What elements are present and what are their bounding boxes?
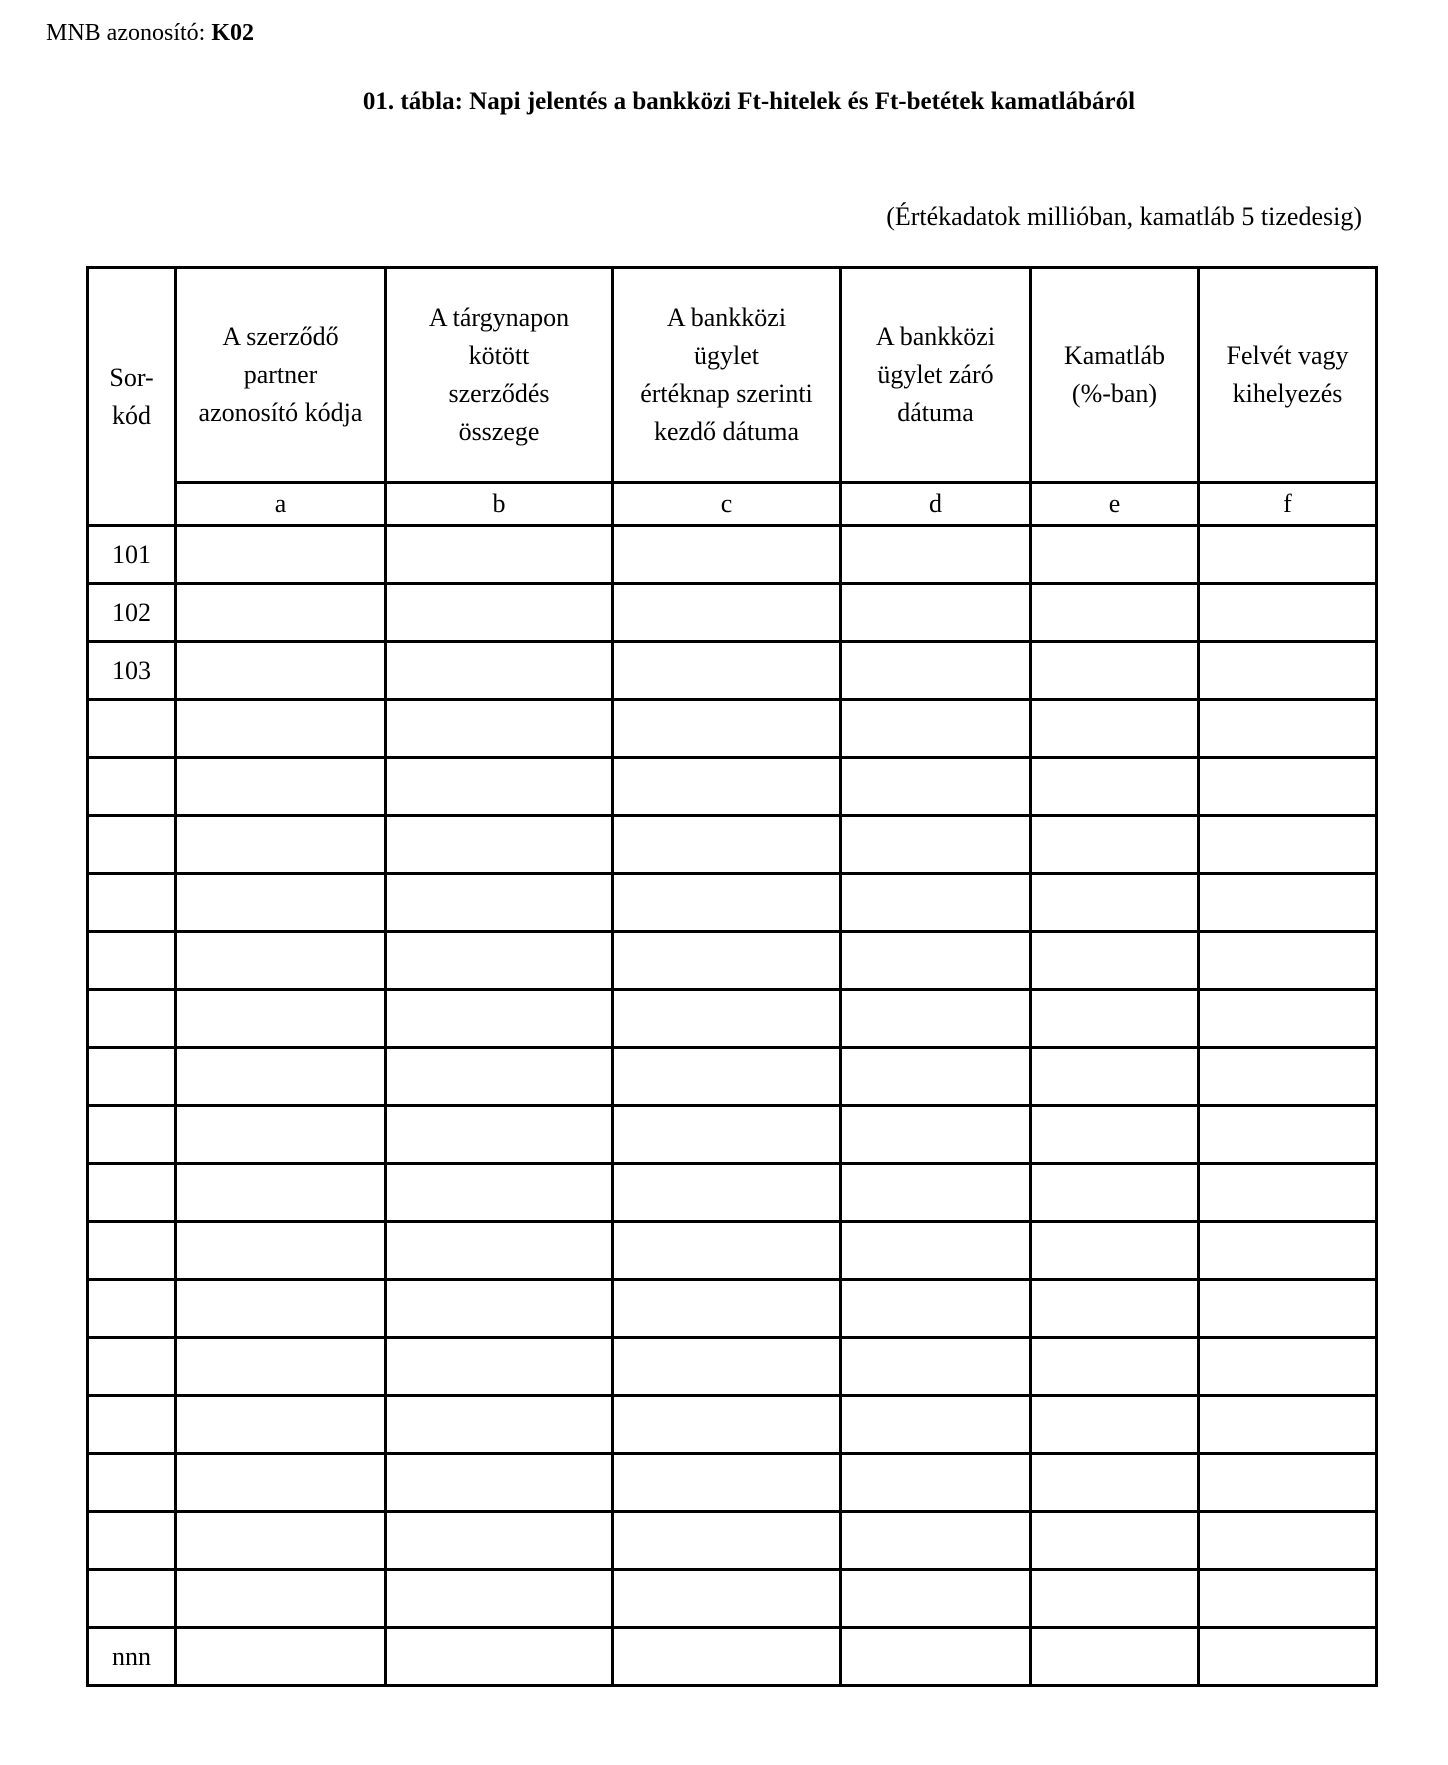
- header-line: A bankközi: [875, 322, 996, 351]
- data-cell-c[interactable]: [613, 990, 841, 1048]
- data-cell-f[interactable]: [1199, 1222, 1377, 1280]
- row-code-cell: 102: [88, 584, 176, 642]
- data-cell-b[interactable]: [386, 526, 613, 584]
- data-cell-a[interactable]: [176, 1280, 386, 1338]
- data-cell-c[interactable]: [613, 1512, 841, 1570]
- column-letter-c: c: [613, 483, 841, 526]
- data-cell-f[interactable]: [1199, 584, 1377, 642]
- data-cell-a[interactable]: [176, 1048, 386, 1106]
- data-cell-e[interactable]: [1031, 1512, 1199, 1570]
- data-cell-e[interactable]: [1031, 1106, 1199, 1164]
- data-cell-b[interactable]: [386, 700, 613, 758]
- row-code-header-line: kód: [112, 400, 151, 430]
- data-cell-f[interactable]: [1199, 1106, 1377, 1164]
- data-cell-d[interactable]: [841, 526, 1031, 584]
- data-cell-a[interactable]: [176, 1222, 386, 1280]
- data-cell-f[interactable]: [1199, 642, 1377, 700]
- data-cell-c[interactable]: [613, 1338, 841, 1396]
- row-code-cell: [88, 1512, 176, 1570]
- data-cell-e[interactable]: [1031, 1164, 1199, 1222]
- table-row: [88, 642, 1377, 700]
- data-cell-d[interactable]: [841, 1570, 1031, 1628]
- header-line: A bankközi: [666, 303, 787, 332]
- column-header-f: [1199, 268, 1377, 483]
- data-cell-f[interactable]: [1199, 1628, 1377, 1686]
- data-cell-a[interactable]: [176, 874, 386, 932]
- data-cell-e[interactable]: [1031, 584, 1199, 642]
- data-cell-b[interactable]: [386, 1512, 613, 1570]
- data-cell-f[interactable]: [1199, 874, 1377, 932]
- row-code-cell: [88, 1048, 176, 1106]
- data-cell-e[interactable]: [1031, 526, 1199, 584]
- data-cell-e[interactable]: [1031, 1222, 1199, 1280]
- data-cell-a[interactable]: [176, 1570, 386, 1628]
- data-cell-a[interactable]: [176, 642, 386, 700]
- header-line: Kamatláb: [1063, 341, 1166, 370]
- header-line: kihelyezés: [1232, 379, 1343, 408]
- data-cell-e[interactable]: [1031, 700, 1199, 758]
- column-letter-a: a: [176, 483, 386, 526]
- data-cell-d[interactable]: [841, 1106, 1031, 1164]
- mnb-identifier: [46, 20, 254, 47]
- header-line: azonosító kódja: [198, 398, 363, 427]
- data-cell-b[interactable]: [386, 1106, 613, 1164]
- data-cell-b[interactable]: [386, 584, 613, 642]
- data-cell-b[interactable]: [386, 758, 613, 816]
- data-cell-d[interactable]: [841, 1048, 1031, 1106]
- table-row: [88, 584, 1377, 642]
- table-row: [88, 758, 1377, 816]
- data-cell-c[interactable]: [613, 642, 841, 700]
- data-cell-b[interactable]: [386, 816, 613, 874]
- table-row: [88, 526, 1377, 584]
- data-cell-c[interactable]: [613, 1570, 841, 1628]
- data-cell-c[interactable]: [613, 1628, 841, 1686]
- data-cell-e[interactable]: [1031, 642, 1199, 700]
- data-cell-c[interactable]: [613, 816, 841, 874]
- data-cell-e[interactable]: [1031, 1570, 1199, 1628]
- data-cell-a[interactable]: [176, 1396, 386, 1454]
- mnb-code: K02: [211, 20, 254, 46]
- column-letter-row: [88, 483, 1377, 526]
- data-cell-d[interactable]: [841, 1338, 1031, 1396]
- header-line: ügylet záró: [877, 360, 994, 389]
- table-title: 01. tábla: Napi jelentés a bankközi Ft-hitelek és Ft-betétek kamatlábáról: [362, 88, 1136, 115]
- data-cell-b[interactable]: [386, 932, 613, 990]
- data-cell-b[interactable]: [386, 1338, 613, 1396]
- header-line: ügylet: [694, 341, 759, 370]
- row-code-cell: [88, 1338, 176, 1396]
- column-header-a: [176, 268, 386, 483]
- row-code-cell: [88, 1570, 176, 1628]
- header-line: (%-ban): [1071, 379, 1158, 408]
- data-cell-f[interactable]: [1199, 990, 1377, 1048]
- data-cell-e[interactable]: [1031, 758, 1199, 816]
- data-cell-a[interactable]: [176, 1512, 386, 1570]
- data-cell-a[interactable]: [176, 816, 386, 874]
- mnb-label: MNB azonosító:: [46, 20, 206, 46]
- header-line: kezdő dátuma: [653, 417, 800, 446]
- data-cell-d[interactable]: [841, 1396, 1031, 1454]
- header-line: kötött: [468, 341, 530, 370]
- header-line: A szerződő: [222, 322, 339, 351]
- row-code-header: [88, 268, 176, 526]
- data-cell-d[interactable]: [841, 1628, 1031, 1686]
- data-cell-b[interactable]: [386, 1164, 613, 1222]
- table-row: [88, 1280, 1377, 1338]
- data-cell-d[interactable]: [841, 932, 1031, 990]
- table-row: [88, 1628, 1377, 1686]
- data-cell-c[interactable]: [613, 758, 841, 816]
- row-code-cell: [88, 700, 176, 758]
- data-cell-a[interactable]: [176, 1106, 386, 1164]
- data-cell-b[interactable]: [386, 874, 613, 932]
- row-code-cell: [88, 990, 176, 1048]
- table-row: [88, 1338, 1377, 1396]
- table-body: [88, 526, 1377, 1686]
- data-cell-d[interactable]: [841, 758, 1031, 816]
- units-note: (Értékadatok millióban, kamatláb 5 tizedesig): [886, 202, 1362, 231]
- column-header-d: [841, 268, 1031, 483]
- data-cell-d[interactable]: [841, 584, 1031, 642]
- data-cell-f[interactable]: [1199, 816, 1377, 874]
- data-cell-f[interactable]: [1199, 1280, 1377, 1338]
- row-code-cell: [88, 1222, 176, 1280]
- data-cell-f[interactable]: [1199, 700, 1377, 758]
- data-cell-c[interactable]: [613, 1164, 841, 1222]
- data-cell-b[interactable]: [386, 1454, 613, 1512]
- data-cell-e[interactable]: [1031, 1628, 1199, 1686]
- data-cell-b[interactable]: [386, 1628, 613, 1686]
- data-cell-a[interactable]: [176, 758, 386, 816]
- row-code-cell: 101: [88, 526, 176, 584]
- row-code-cell: [88, 1280, 176, 1338]
- data-cell-d[interactable]: [841, 990, 1031, 1048]
- data-cell-f[interactable]: [1199, 526, 1377, 584]
- column-letter-f: f: [1199, 483, 1377, 526]
- data-cell-b[interactable]: [386, 1280, 613, 1338]
- data-cell-c[interactable]: [613, 932, 841, 990]
- row-code-cell: [88, 874, 176, 932]
- data-cell-e[interactable]: [1031, 1454, 1199, 1512]
- table-row: [88, 1048, 1377, 1106]
- data-cell-f[interactable]: [1199, 1164, 1377, 1222]
- column-letter-e: e: [1031, 483, 1199, 526]
- header-line: dátuma: [897, 398, 974, 427]
- data-cell-d[interactable]: [841, 700, 1031, 758]
- data-cell-d[interactable]: [841, 1454, 1031, 1512]
- data-cell-b[interactable]: [386, 1570, 613, 1628]
- data-cell-d[interactable]: [841, 1280, 1031, 1338]
- column-header-e: [1031, 268, 1199, 483]
- header-line: összege: [458, 417, 540, 446]
- row-code-cell: [88, 1164, 176, 1222]
- row-code-cell: [88, 816, 176, 874]
- data-cell-c[interactable]: [613, 1222, 841, 1280]
- data-cell-b[interactable]: [386, 1222, 613, 1280]
- data-cell-d[interactable]: [841, 1222, 1031, 1280]
- header-line: értéknap szerinti: [640, 379, 813, 408]
- data-cell-d[interactable]: [841, 874, 1031, 932]
- data-cell-f[interactable]: [1199, 1454, 1377, 1512]
- table-row: [88, 1106, 1377, 1164]
- column-header-c: [613, 268, 841, 483]
- data-cell-a[interactable]: [176, 1454, 386, 1512]
- data-cell-e[interactable]: [1031, 932, 1199, 990]
- data-cell-c[interactable]: [613, 584, 841, 642]
- row-code-header-line: Sor-: [109, 362, 154, 392]
- data-cell-a[interactable]: [176, 932, 386, 990]
- data-cell-f[interactable]: [1199, 932, 1377, 990]
- data-cell-f[interactable]: [1199, 1338, 1377, 1396]
- data-cell-f[interactable]: [1199, 1512, 1377, 1570]
- header-line: partner: [243, 360, 318, 389]
- data-cell-a[interactable]: [176, 700, 386, 758]
- data-cell-c[interactable]: [613, 526, 841, 584]
- row-code-cell: [88, 932, 176, 990]
- data-cell-b[interactable]: [386, 1048, 613, 1106]
- table-row: [88, 1512, 1377, 1570]
- column-header-row: [88, 268, 1377, 483]
- data-cell-f[interactable]: [1199, 1570, 1377, 1628]
- row-code-cell: [88, 758, 176, 816]
- table-row: [88, 700, 1377, 758]
- data-cell-e[interactable]: [1031, 990, 1199, 1048]
- data-cell-f[interactable]: [1199, 1396, 1377, 1454]
- data-cell-e[interactable]: [1031, 874, 1199, 932]
- column-letter-d: d: [841, 483, 1031, 526]
- header-line: szerződés: [448, 379, 550, 408]
- report-table: [86, 266, 1378, 1687]
- data-cell-b[interactable]: [386, 642, 613, 700]
- row-code-cell: [88, 1396, 176, 1454]
- data-cell-b[interactable]: [386, 1396, 613, 1454]
- data-cell-d[interactable]: [841, 1164, 1031, 1222]
- data-cell-c[interactable]: [613, 1106, 841, 1164]
- data-cell-c[interactable]: [613, 1280, 841, 1338]
- data-cell-a[interactable]: [176, 990, 386, 1048]
- data-cell-b[interactable]: [386, 990, 613, 1048]
- row-code-cell: [88, 1454, 176, 1512]
- data-cell-c[interactable]: [613, 700, 841, 758]
- row-code-cell: nnn: [88, 1628, 176, 1686]
- data-cell-e[interactable]: [1031, 1048, 1199, 1106]
- data-cell-a[interactable]: [176, 1628, 386, 1686]
- data-cell-e[interactable]: [1031, 1280, 1199, 1338]
- data-cell-e[interactable]: [1031, 1338, 1199, 1396]
- data-cell-f[interactable]: [1199, 758, 1377, 816]
- data-cell-e[interactable]: [1031, 816, 1199, 874]
- data-cell-c[interactable]: [613, 874, 841, 932]
- data-cell-c[interactable]: [613, 1396, 841, 1454]
- column-header-b: [386, 268, 613, 483]
- data-cell-a[interactable]: [176, 526, 386, 584]
- data-cell-c[interactable]: [613, 1048, 841, 1106]
- data-cell-c[interactable]: [613, 1454, 841, 1512]
- data-cell-a[interactable]: [176, 584, 386, 642]
- table-row: [88, 1396, 1377, 1454]
- table-row: [88, 990, 1377, 1048]
- table-row: [88, 1454, 1377, 1512]
- table-row: [88, 816, 1377, 874]
- column-letter-b: b: [386, 483, 613, 526]
- table-row: [88, 1222, 1377, 1280]
- table-row: [88, 1164, 1377, 1222]
- data-cell-d[interactable]: [841, 642, 1031, 700]
- data-cell-e[interactable]: [1031, 1396, 1199, 1454]
- table-row: [88, 874, 1377, 932]
- data-cell-a[interactable]: [176, 1164, 386, 1222]
- data-cell-d[interactable]: [841, 816, 1031, 874]
- header-line: A tárgynapon: [428, 303, 570, 332]
- row-code-cell: 103: [88, 642, 176, 700]
- row-code-cell: [88, 1106, 176, 1164]
- table-row: [88, 932, 1377, 990]
- data-cell-a[interactable]: [176, 1338, 386, 1396]
- data-cell-d[interactable]: [841, 1512, 1031, 1570]
- table-row: [88, 1570, 1377, 1628]
- header-line: Felvét vagy: [1226, 341, 1349, 370]
- data-cell-f[interactable]: [1199, 1048, 1377, 1106]
